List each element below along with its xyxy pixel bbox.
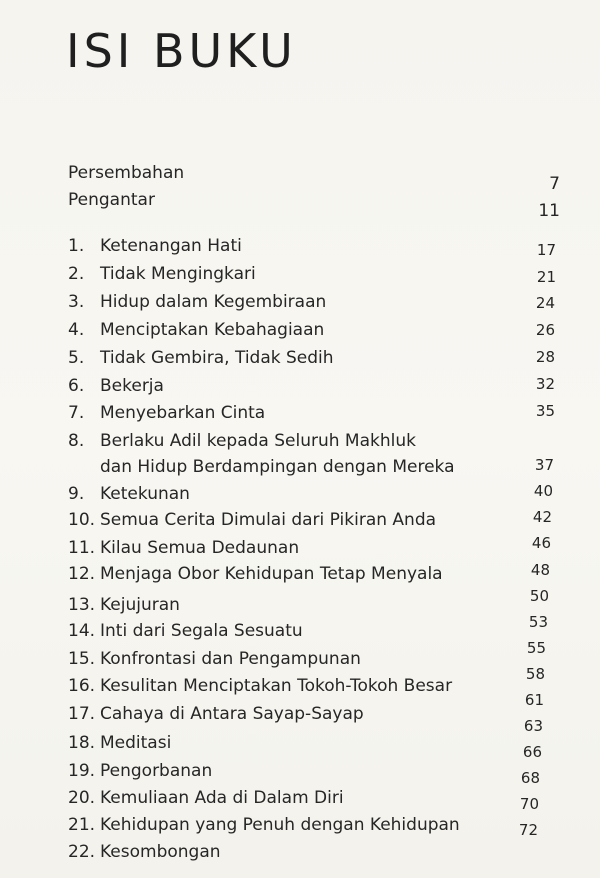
toc-entry-number: 12. [68,564,96,584]
toc-entry-title: Pengorbanan [100,761,213,781]
toc-entry-number: 3. [68,292,85,312]
toc-entry-title: Kehidupan yang Penuh dengan Kehidupan [100,815,460,835]
toc-entry-number: 2. [68,264,85,284]
toc-entry-title: Semua Cerita Dimulai dari Pikiran Anda [100,510,437,530]
toc-entry-page: 21 [536,268,556,286]
toc-entry-page: 40 [533,482,553,500]
toc-entry-title: Bekerja [100,376,164,396]
toc-entry-page: 68 [520,769,540,787]
toc-entry [68,486,190,503]
toc-entry [68,350,334,367]
toc-entry-page: 53 [528,613,548,631]
toc-entry-number: 11. [68,538,96,558]
toc-front-persembahan: Persembahan [68,163,185,183]
toc-entry-title-continued: dan Hidup Berdampingan dengan Mereka [100,457,455,477]
toc-entry-number: 21. [68,815,96,835]
toc-entry [68,844,221,861]
toc-entry-title: Meditasi [100,733,172,753]
toc-entry-page: 58 [525,665,545,683]
toc-entry-number: 18. [68,733,96,753]
toc-entry-page: 17 [536,241,556,259]
toc-entry-page: 32 [535,375,555,393]
toc-entry-number: 15. [68,649,96,669]
toc-entry [68,817,460,834]
toc-entry-page: 66 [522,743,542,761]
toc-entry-page: 61 [524,691,544,709]
toc-entry-page: 24 [535,294,555,312]
toc-entry-title: Menjaga Obor Kehidupan Tetap Menyala [100,564,443,584]
toc-entry-number: 4. [68,320,85,340]
toc-entry [68,597,180,614]
toc-entry-page: 55 [526,639,546,657]
toc-entry-number: 6. [68,376,85,396]
toc-entry-page: 26 [535,321,555,339]
toc-entry-number: 1. [68,236,85,256]
toc-entry [68,322,324,339]
toc-entry-title: Kejujuran [100,595,180,615]
toc-entry-number: 9. [68,484,85,504]
toc-entry [68,790,344,807]
toc-entry-title: Kesombongan [100,842,221,862]
toc-entry-title: Kesulitan Menciptakan Tokoh-Tokoh Besar [100,676,453,696]
toc-entry [68,405,265,422]
page-title: ISI BUKU [66,24,297,78]
toc-entry-title: Cahaya di Antara Sayap-Sayap [100,704,364,724]
toc-entry-title: Tidak Mengingkari [100,264,256,284]
toc-entry [68,540,299,557]
toc-front-pengantar: Pengantar [68,190,155,210]
toc-entry-number: 17. [68,704,96,724]
toc-entry-title: Konfrontasi dan Pengampunan [100,649,361,669]
toc-entry-number: 7. [68,403,85,423]
toc-entry-title: Hidup dalam Kegembiraan [100,292,327,312]
toc-entry [68,678,452,695]
toc-entry-number: 13. [68,595,96,615]
toc-entry [68,294,326,311]
toc-entry [68,378,164,395]
toc-front-persembahan-page: 7 [549,174,560,194]
toc-entry-title: Berlaku Adil kepada Seluruh Makhluk [100,431,416,451]
toc-entry-number: 22. [68,842,96,862]
toc-entry-number: 14. [68,621,96,641]
toc-entry-number: 5. [68,348,85,368]
toc-entry [68,266,256,283]
toc-entry-number: 16. [68,676,96,696]
toc-entry-number: 10. [68,510,96,530]
toc-entry [68,623,303,640]
toc-entry-title: Kemuliaan Ada di Dalam Diri [100,788,344,808]
toc-entry-title: Tidak Gembira, Tidak Sedih [100,348,334,368]
toc-entry-page: 42 [532,508,552,526]
toc-entry-title: Ketenangan Hati [100,236,242,256]
toc-entry-page: 70 [519,795,539,813]
toc-entry [68,651,361,668]
toc-entry-title: Ketekunan [100,484,190,504]
toc-front-pengantar-page: 11 [538,201,560,221]
toc-entry [68,512,436,529]
toc-entry [68,238,242,255]
toc-entry [68,735,171,752]
toc-entry-title: Kilau Semua Dedaunan [100,538,300,558]
toc-entry-page: 46 [531,534,551,552]
toc-entry [68,566,443,583]
toc-entry-number: 8. [68,431,85,451]
toc-entry [68,860,100,877]
toc-entry-page: 63 [523,717,543,735]
toc-entry-page: 28 [535,348,555,366]
toc-entry [68,433,416,450]
toc-entry-page: 50 [529,587,549,605]
toc-entry-page: 48 [530,561,550,579]
toc-entry-page: 72 [518,821,538,839]
toc-entry-title: Inti dari Segala Sesuatu [100,621,303,641]
toc-entry-number: 20. [68,788,96,808]
toc-entry-page: 37 [534,456,554,474]
toc-entry [68,706,364,723]
toc-entry [68,763,212,780]
toc-entry-title: Menyebarkan Cinta [100,403,266,423]
toc-entry-number: 19. [68,761,96,781]
toc-entry-title: Menciptakan Kebahagiaan [100,320,325,340]
toc-entry-page: 35 [535,402,555,420]
